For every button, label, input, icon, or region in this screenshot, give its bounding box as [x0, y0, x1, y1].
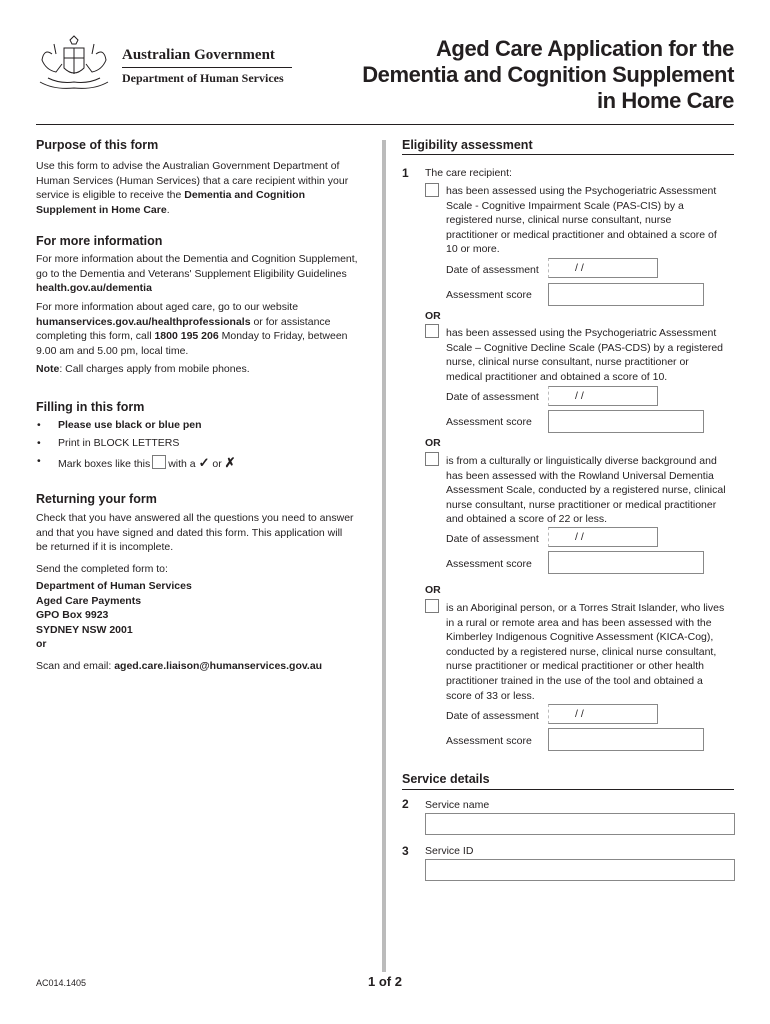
care-recipient-intro: The care recipient: [425, 167, 512, 179]
form-code: AC014.1405 [36, 978, 87, 988]
service-name-label: Service name [425, 799, 490, 811]
eligibility-heading: Eligibility assessment [402, 138, 533, 152]
returning-text: Check that you have answered all the questions you need to answer and that you have signed and dated this form. This application will be returned if it is incomplete. [36, 512, 354, 554]
title-line-2: Dementia and Cognition Supplement [362, 62, 734, 87]
kica-date-input[interactable]: / / [548, 704, 658, 724]
purpose-heading: Purpose of this form [36, 138, 159, 152]
rudas-checkbox[interactable] [425, 452, 439, 466]
tick-icon: ✓ [198, 455, 210, 470]
question-number: 1 [402, 166, 409, 180]
hs-website-link[interactable]: humanservices.gov.au/healthprofessionals [36, 315, 251, 328]
or-label: OR [425, 310, 441, 322]
pas-cis-checkbox[interactable] [425, 183, 439, 197]
postal-address: Department of Human Services Aged Care Payments GPO Box 9923 SYDNEY NSW 2001 or [36, 580, 192, 651]
rudas-text: is from a culturally or linguistically diverse background and has been assessed with the Rowland Universal Dementia Assessment Scale, conducted by a registered nurse, clinical nurse consultant, nurse practitioner or medical practitioner and obtained a score of 22 or less. [446, 455, 726, 526]
bullet-pen: Please use black or blue pen [58, 419, 202, 431]
rudas-date-input[interactable]: / / [548, 527, 658, 547]
service-name-input[interactable] [425, 813, 735, 835]
scan-email-text: Scan and email: aged.care.liaison@humanservices.gov.au [36, 660, 323, 672]
date-label: Date of assessment [446, 391, 539, 403]
bullet: • [37, 437, 41, 449]
pas-cds-checkbox[interactable] [425, 324, 439, 338]
question-number: 2 [402, 797, 409, 811]
pas-cis-score-input[interactable] [548, 283, 704, 306]
pas-cds-text: has been assessed using the Psychogeriatric Assessment Scale – Cognitive Decline Scale (PAS-CDS) by a registered nurse, clinical nurse consultant, nurse practitioner or medical practitioner and obtained a score of 10. [446, 327, 724, 383]
more-info-heading: For more information [36, 234, 163, 248]
government-name: Australian Government [122, 47, 275, 63]
column-divider [382, 140, 386, 972]
example-checkbox [152, 455, 166, 469]
date-label: Date of assessment [446, 264, 539, 276]
or-label: OR [425, 437, 441, 449]
header-rule [36, 124, 734, 125]
kica-score-input[interactable] [548, 728, 704, 751]
phone-number: 1800 195 206 [154, 330, 219, 343]
page-number: 1 of 2 [368, 974, 402, 989]
date-label: Date of assessment [446, 710, 539, 722]
bullet: • [37, 419, 41, 431]
score-label: Assessment score [446, 416, 532, 428]
cross-icon: ✗ [224, 455, 236, 470]
returning-heading: Returning your form [36, 492, 157, 506]
dementia-link[interactable]: health.gov.au/dementia [36, 282, 152, 295]
bullet-mark-boxes: Mark boxes like this with a ✓ or ✗ [58, 455, 236, 470]
filling-heading: Filling in this form [36, 400, 145, 414]
score-label: Assessment score [446, 289, 532, 301]
logo-divider [122, 67, 292, 68]
form-title [334, 36, 734, 114]
rudas-score-input[interactable] [548, 551, 704, 574]
bullet: • [37, 455, 41, 467]
date-label: Date of assessment [446, 533, 539, 545]
score-label: Assessment score [446, 735, 532, 747]
send-to-text: Send the completed form to: [36, 563, 168, 575]
service-id-label: Service ID [425, 845, 474, 857]
purpose-text: Use this form to advise the Australian Government Department of Human Services (Human Services) that a care recipient within your service is eligible to receive the Dementia and Cognition Supplement in Home Care. [36, 160, 349, 216]
more-info-text: For more information about the Dementia and Cognition Supplement, go to the Dementia and Veterans' Supplement Eligibility Guidelines health.gov.au/dementia [36, 253, 358, 295]
eligibility-rule [402, 154, 734, 155]
pas-cis-text: has been assessed using the Psychogeriatric Assessment Scale - Cognitive Impairment Scale (PAS-CIS) by a registered nurse, clinical nurse consultant, nurse practitioner or medical practitioner and obtained a score of 10 or more. [446, 185, 717, 256]
kica-checkbox[interactable] [425, 599, 439, 613]
score-label: Assessment score [446, 558, 532, 570]
department-name: Department of Human Services [122, 71, 284, 85]
pas-cds-score-input[interactable] [548, 410, 704, 433]
service-heading: Service details [402, 772, 490, 786]
question-number: 3 [402, 844, 409, 858]
note-text: Note: Call charges apply from mobile phones. [36, 363, 250, 375]
kica-text: is an Aboriginal person, or a Torres Strait Islander, who lives in a rural or remote area and has been assessed with the Kimberley Indigenous Cognitive Assessment (KICA-Cog), conducted by a registered nurse, clinical nurse consultant, nurse practitioner or medical practitioner or other health practitioner trained in the use of the tool and obtained a score of 33 or less. [446, 602, 725, 702]
email-link[interactable]: aged.care.liaison@humanservices.gov.au [114, 660, 323, 672]
bullet-block-letters: Print in BLOCK LETTERS [58, 437, 180, 449]
service-id-input[interactable] [425, 859, 735, 881]
title-line-3: in Home Care [596, 88, 734, 113]
pas-cds-date-input[interactable]: / / [548, 386, 658, 406]
aged-care-info-text: For more information about aged care, go to our website humanservices.gov.au/healthprofessionals or for assistance completing this form, call 1800 195 206 Monday to Friday, between 9.00 am and 5.00 pm, local time. [36, 301, 348, 357]
pas-cis-date-input[interactable]: / / [548, 258, 658, 278]
title-line-1: Aged Care Application for the [435, 36, 734, 61]
or-label: OR [425, 584, 441, 596]
service-rule [402, 789, 734, 790]
coat-of-arms-logo [34, 34, 114, 94]
